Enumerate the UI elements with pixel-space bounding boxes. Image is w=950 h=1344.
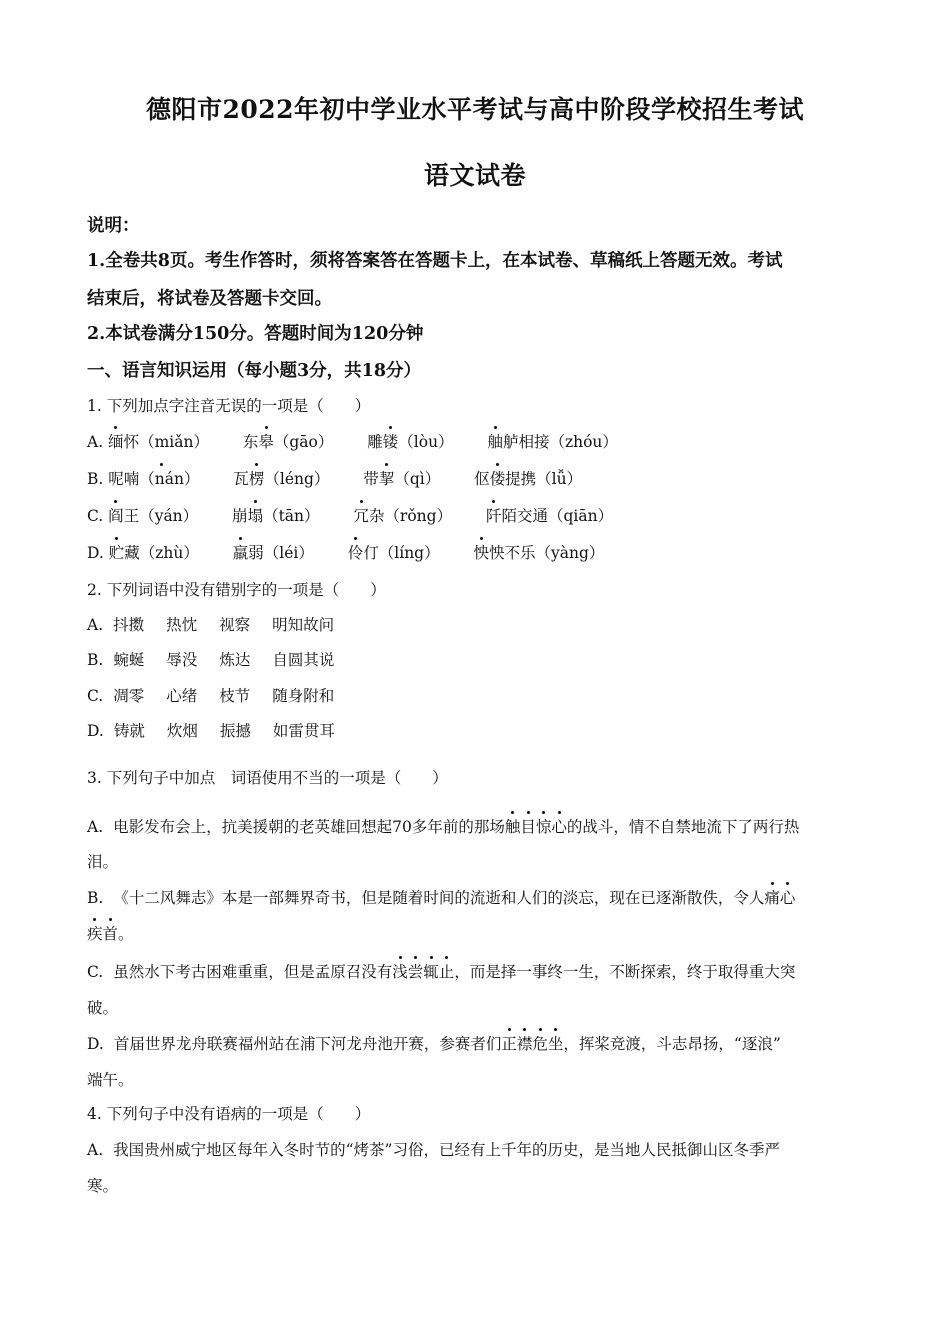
q1-option-a: A. 缅怀（miǎn） 东皋（gāo） 雕镂（lòu） 舳舻相接（zhóu）	[87, 430, 618, 452]
dotted-char: 贮	[109, 541, 125, 563]
dotted-char: 危	[532, 1032, 548, 1054]
q3-option-d-line-2: 端午。	[87, 1071, 134, 1089]
dotted-char: 惊	[536, 815, 552, 837]
word: 自圆其说	[272, 651, 335, 669]
q3-stem: 3. 下列句子中加点 词语使用不当的一项是（ ）	[87, 769, 448, 787]
notes-item-2: 2.本试卷满分150分。答题时间为120分钟	[87, 324, 424, 344]
dotted-char: 首	[103, 922, 119, 944]
dotted-char: 止	[439, 960, 455, 982]
dotted-char: 怏	[473, 541, 489, 563]
option-label: A.	[87, 616, 104, 634]
dotted-char: 目	[520, 815, 536, 837]
option-label: D.	[87, 722, 104, 740]
q2-option-c	[87, 684, 356, 706]
option-label: A.	[87, 433, 104, 451]
option-label: C.	[87, 507, 104, 525]
q4-option-a-line-2: 寒。	[87, 1177, 119, 1195]
section-1-heading: 一、语言知识运用（每小题3分，共18分）	[87, 361, 422, 381]
word: 如雷贯耳	[272, 722, 335, 740]
word: 炼达	[219, 651, 251, 669]
option-label: D.	[87, 544, 104, 562]
word: 抖擞	[113, 616, 145, 634]
q3-option-a-line-1: A. 电影发布会上，抗美援朝的老英雄回想起70多年前的那场触目惊心的战斗，情不自禁地流下了两行热	[87, 815, 799, 837]
q2-option-b	[87, 648, 356, 670]
q3-option-a-line-2: 泪。	[87, 853, 119, 871]
dotted-char: 舳	[487, 430, 503, 452]
dotted-char: 偻	[490, 467, 506, 489]
dotted-char: 喃（nán）	[124, 467, 200, 489]
option-label: A.	[87, 818, 104, 836]
dotted-char: 触	[505, 815, 521, 837]
word: 辱没	[166, 651, 198, 669]
option-label: C.	[87, 963, 104, 981]
q1-stem: 1. 下列加点字注音无误的一项是（ ）	[87, 397, 371, 415]
dotted-char: 襟	[517, 1032, 533, 1054]
dotted-char: 尝	[408, 960, 424, 982]
option-label: C.	[87, 687, 104, 705]
dotted-char: 辄	[423, 960, 439, 982]
word: 铸就	[113, 722, 145, 740]
q1-option-b: B. 呢喃（nán） 瓦楞（léng） 带挈（qì） 伛偻提携（lǚ）	[87, 467, 582, 489]
notes-heading: 说明：	[87, 216, 140, 236]
dotted-char: 皋	[258, 430, 274, 452]
option-label: D.	[87, 1035, 104, 1053]
word: 凋零	[113, 687, 145, 705]
word: 热忱	[166, 616, 198, 634]
option-label: B.	[87, 470, 104, 488]
dotted-char: 羸	[233, 541, 249, 563]
word: 随身附和	[272, 687, 335, 705]
dotted-char: 浅	[392, 960, 408, 982]
q4-stem: 4. 下列句子中没有语病的一项是（ ）	[87, 1105, 371, 1123]
dotted-char: 缅	[108, 430, 124, 452]
dotted-char: 痛	[764, 886, 780, 908]
q2-option-d	[87, 719, 357, 741]
dotted-char: 冗	[353, 504, 369, 526]
q3-option-b-line-1: B. 《十二风舞志》本是一部舞界奇书，但是随着时间的流逝和人们的淡忘，现在已逐渐散佚，令人痛心	[87, 886, 795, 908]
dotted-char: 正	[501, 1032, 517, 1054]
q4-option-a-line-1: A. 我国贵州威宁地区每年入冬时节的“烤茶”习俗，已经有上千年的历史，是当地人民抵御山区冬季严	[87, 1141, 780, 1159]
q3-option-c-line-2: 破。	[87, 999, 119, 1017]
dotted-char: 心	[780, 886, 796, 908]
notes-item-1-line-2: 结束后，将试卷及答题卡交回。	[87, 289, 332, 309]
option-label: A.	[87, 1141, 104, 1159]
dotted-char: 伶	[348, 541, 364, 563]
word: 视察	[219, 616, 251, 634]
q1-option-c: C. 阎王（yán） 崩塌（tān） 冗杂（rǒng） 阡陌交通（qiān）	[87, 504, 613, 526]
dotted-char: 阡	[486, 504, 502, 526]
q3-option-d-line-1: D. 首届世界龙舟联赛福州站在浦下河龙舟池开赛，参赛者们正襟危坐，挥桨竞渡，斗志昂扬，“逐浪”	[87, 1032, 781, 1054]
word: 心绪	[166, 687, 198, 705]
word: 枝节	[219, 687, 251, 705]
q2-stem: 2. 下列词语中没有错别字的一项是（ ）	[87, 581, 386, 599]
q3-option-c-line-1: C. 虽然水下考古困难重重，但是孟原召没有浅尝辄止，而是择一事终一生，不断探索，终于取得重大突	[87, 960, 795, 982]
dotted-char: 阎	[108, 504, 124, 526]
option-label: B.	[87, 889, 104, 907]
dotted-char: 疾	[87, 922, 103, 944]
word: 振撼	[219, 722, 251, 740]
dotted-char: 心	[551, 815, 567, 837]
dotted-char: 楞	[249, 467, 265, 489]
option-label: B.	[87, 651, 104, 669]
exam-subtitle: 语文试卷	[423, 161, 526, 190]
dotted-char: 塌	[248, 504, 264, 526]
word: 蜿蜒	[113, 651, 145, 669]
dotted-char: 挈	[379, 467, 395, 489]
word: 炊烟	[166, 722, 198, 740]
word: 明知故问	[272, 616, 335, 634]
dotted-char: 镂	[383, 430, 399, 452]
exam-title: 德阳市2022年初中学业水平考试与高中阶段学校招生考试	[145, 95, 805, 124]
q3-option-b-line-2: 疾首。	[87, 922, 134, 944]
q2-option-a	[87, 613, 356, 635]
notes-item-1-line-1: 1.全卷共8页。考生作答时，须将答案答在答题卡上，在本试卷、草稿纸上答题无效。考试	[87, 251, 783, 271]
q1-option-d: D. 贮藏（zhù） 羸弱（léi） 伶仃（líng） 怏怏不乐（yàng）	[87, 541, 604, 563]
dotted-char: 坐	[548, 1032, 564, 1054]
